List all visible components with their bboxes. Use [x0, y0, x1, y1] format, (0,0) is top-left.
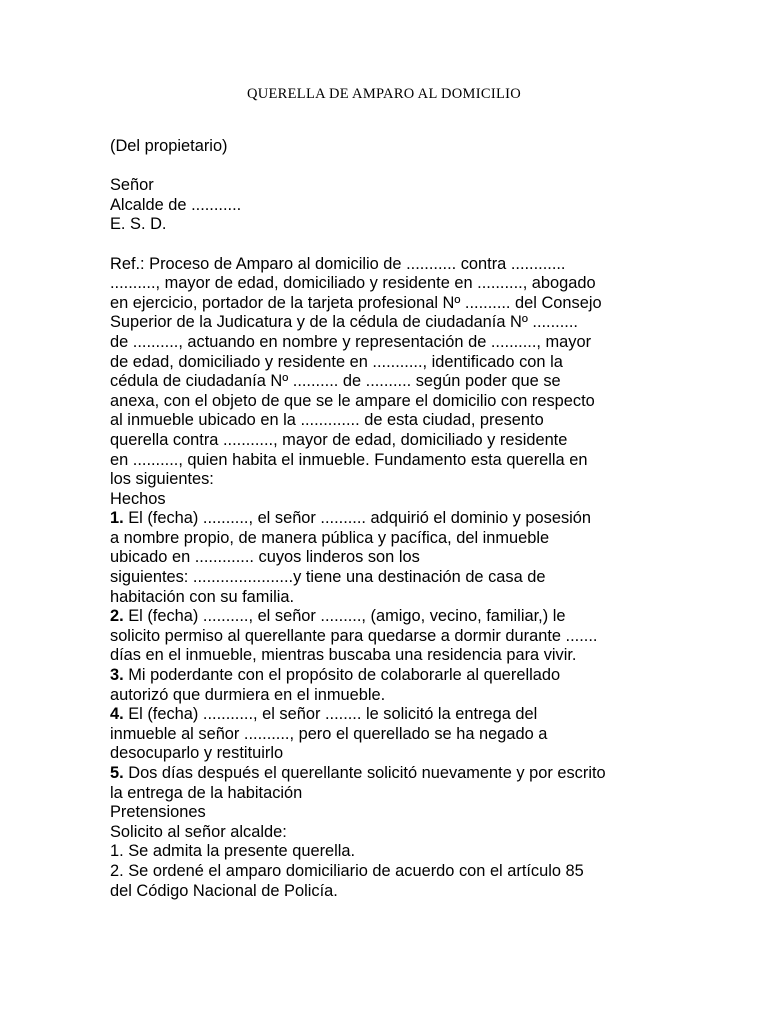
hecho-2-line: solicito permiso al querellante para quedarse a dormir durante .......	[110, 626, 598, 645]
hecho-text: Mi poderdante con el propósito de colaborarle al querellado	[123, 666, 561, 685]
hecho-2-line	[110, 607, 670, 627]
ref-line: en .........., quien habita el inmueble. Fundamento esta querella en	[110, 450, 588, 469]
ref-line: .........., mayor de edad, domiciliado y residente en .........., abogado	[110, 274, 596, 293]
hecho-5-line	[110, 764, 670, 784]
hecho-number: 3.	[110, 666, 124, 685]
recipient-line: Señor	[110, 176, 154, 195]
hecho-4-line	[110, 705, 670, 725]
ref-line: de edad, domiciliado y residente en ..........., identificado con la	[110, 352, 563, 371]
ref-line: querella contra ..........., mayor de edad, domiciliado y residente	[110, 430, 568, 449]
recipient-line: Alcalde de ...........	[110, 195, 242, 214]
hecho-number: 2.	[110, 607, 124, 626]
hecho-text: El (fecha) ..........., el señor ........ le solicitó la entrega del	[123, 705, 538, 724]
hecho-1-line: a nombre propio, de manera pública y pacífica, del inmueble	[110, 528, 550, 547]
hecho-1-line: siguientes: ......................y tiene una destinación de casa de	[110, 568, 546, 587]
ref-line: los siguientes:	[110, 470, 214, 489]
hecho-1-line: habitación con su familia.	[110, 587, 295, 606]
hecho-3-line: autorizó que durmiera en el inmueble.	[110, 685, 386, 704]
subtitle: (Del propietario)	[110, 137, 228, 155]
pretensiones-intro: Solicito al señor alcalde:	[110, 822, 287, 841]
hecho-text: El (fecha) .........., el señor .......... adquirió el dominio y posesión	[123, 509, 592, 528]
hecho-1-line: ubicado en ............. cuyos linderos son los	[110, 548, 420, 567]
hecho-2-line: días en el inmueble, mientras buscaba una residencia para vivir.	[110, 646, 577, 665]
ref-line: Superior de la Judicatura y de la cédula de ciudadanía Nº ..........	[110, 313, 578, 332]
ref-line: anexa, con el objeto de que se le ampare el domicilio con respecto	[110, 391, 595, 410]
ref-line: Ref.: Proceso de Amparo al domicilio de ........... contra ............	[110, 254, 566, 273]
document-body	[110, 137, 670, 901]
pretension-line: del Código Nacional de Policía.	[110, 881, 338, 900]
hecho-text: El (fecha) .........., el señor ........., (amigo, vecino, familiar,) le	[123, 607, 566, 626]
ref-line: en ejercicio, portador de la tarjeta profesional Nº .......... del Consejo	[110, 293, 602, 312]
pretension-line: 1. Se admita la presente querella.	[110, 842, 356, 861]
ref-line: cédula de ciudadanía Nº .......... de .......... según poder que se	[110, 372, 561, 391]
hecho-4-line: inmueble al señor .........., pero el querellado se ha negado a	[110, 724, 548, 743]
hecho-number: 1.	[110, 509, 124, 528]
hecho-3-line	[110, 666, 670, 686]
hecho-1-line	[110, 509, 670, 529]
ref-line: de .........., actuando en nombre y representación de .........., mayor	[110, 332, 592, 351]
document-title: QUERELLA DE AMPARO AL DOMICILIO	[246, 86, 522, 102]
hecho-text: Dos días después el querellante solicitó nuevamente y por escrito	[123, 764, 606, 782]
hecho-number: 4.	[110, 705, 124, 724]
spacer	[110, 157, 670, 177]
hechos-heading: Hechos	[110, 489, 166, 508]
recipient-line: E. S. D.	[110, 215, 167, 234]
ref-line: al inmueble ubicado en la ............. de esta ciudad, presento	[110, 411, 544, 430]
hecho-5-line: la entrega de la habitación	[110, 783, 303, 802]
pretension-line: 2. Se ordené el amparo domiciliario de acuerdo con el artículo 85	[110, 861, 584, 880]
pretensiones-heading: Pretensiones	[110, 803, 206, 822]
hecho-number: 5.	[110, 764, 124, 782]
hecho-4-line: desocuparlo y restituirlo	[110, 744, 284, 763]
spacer	[110, 235, 670, 255]
